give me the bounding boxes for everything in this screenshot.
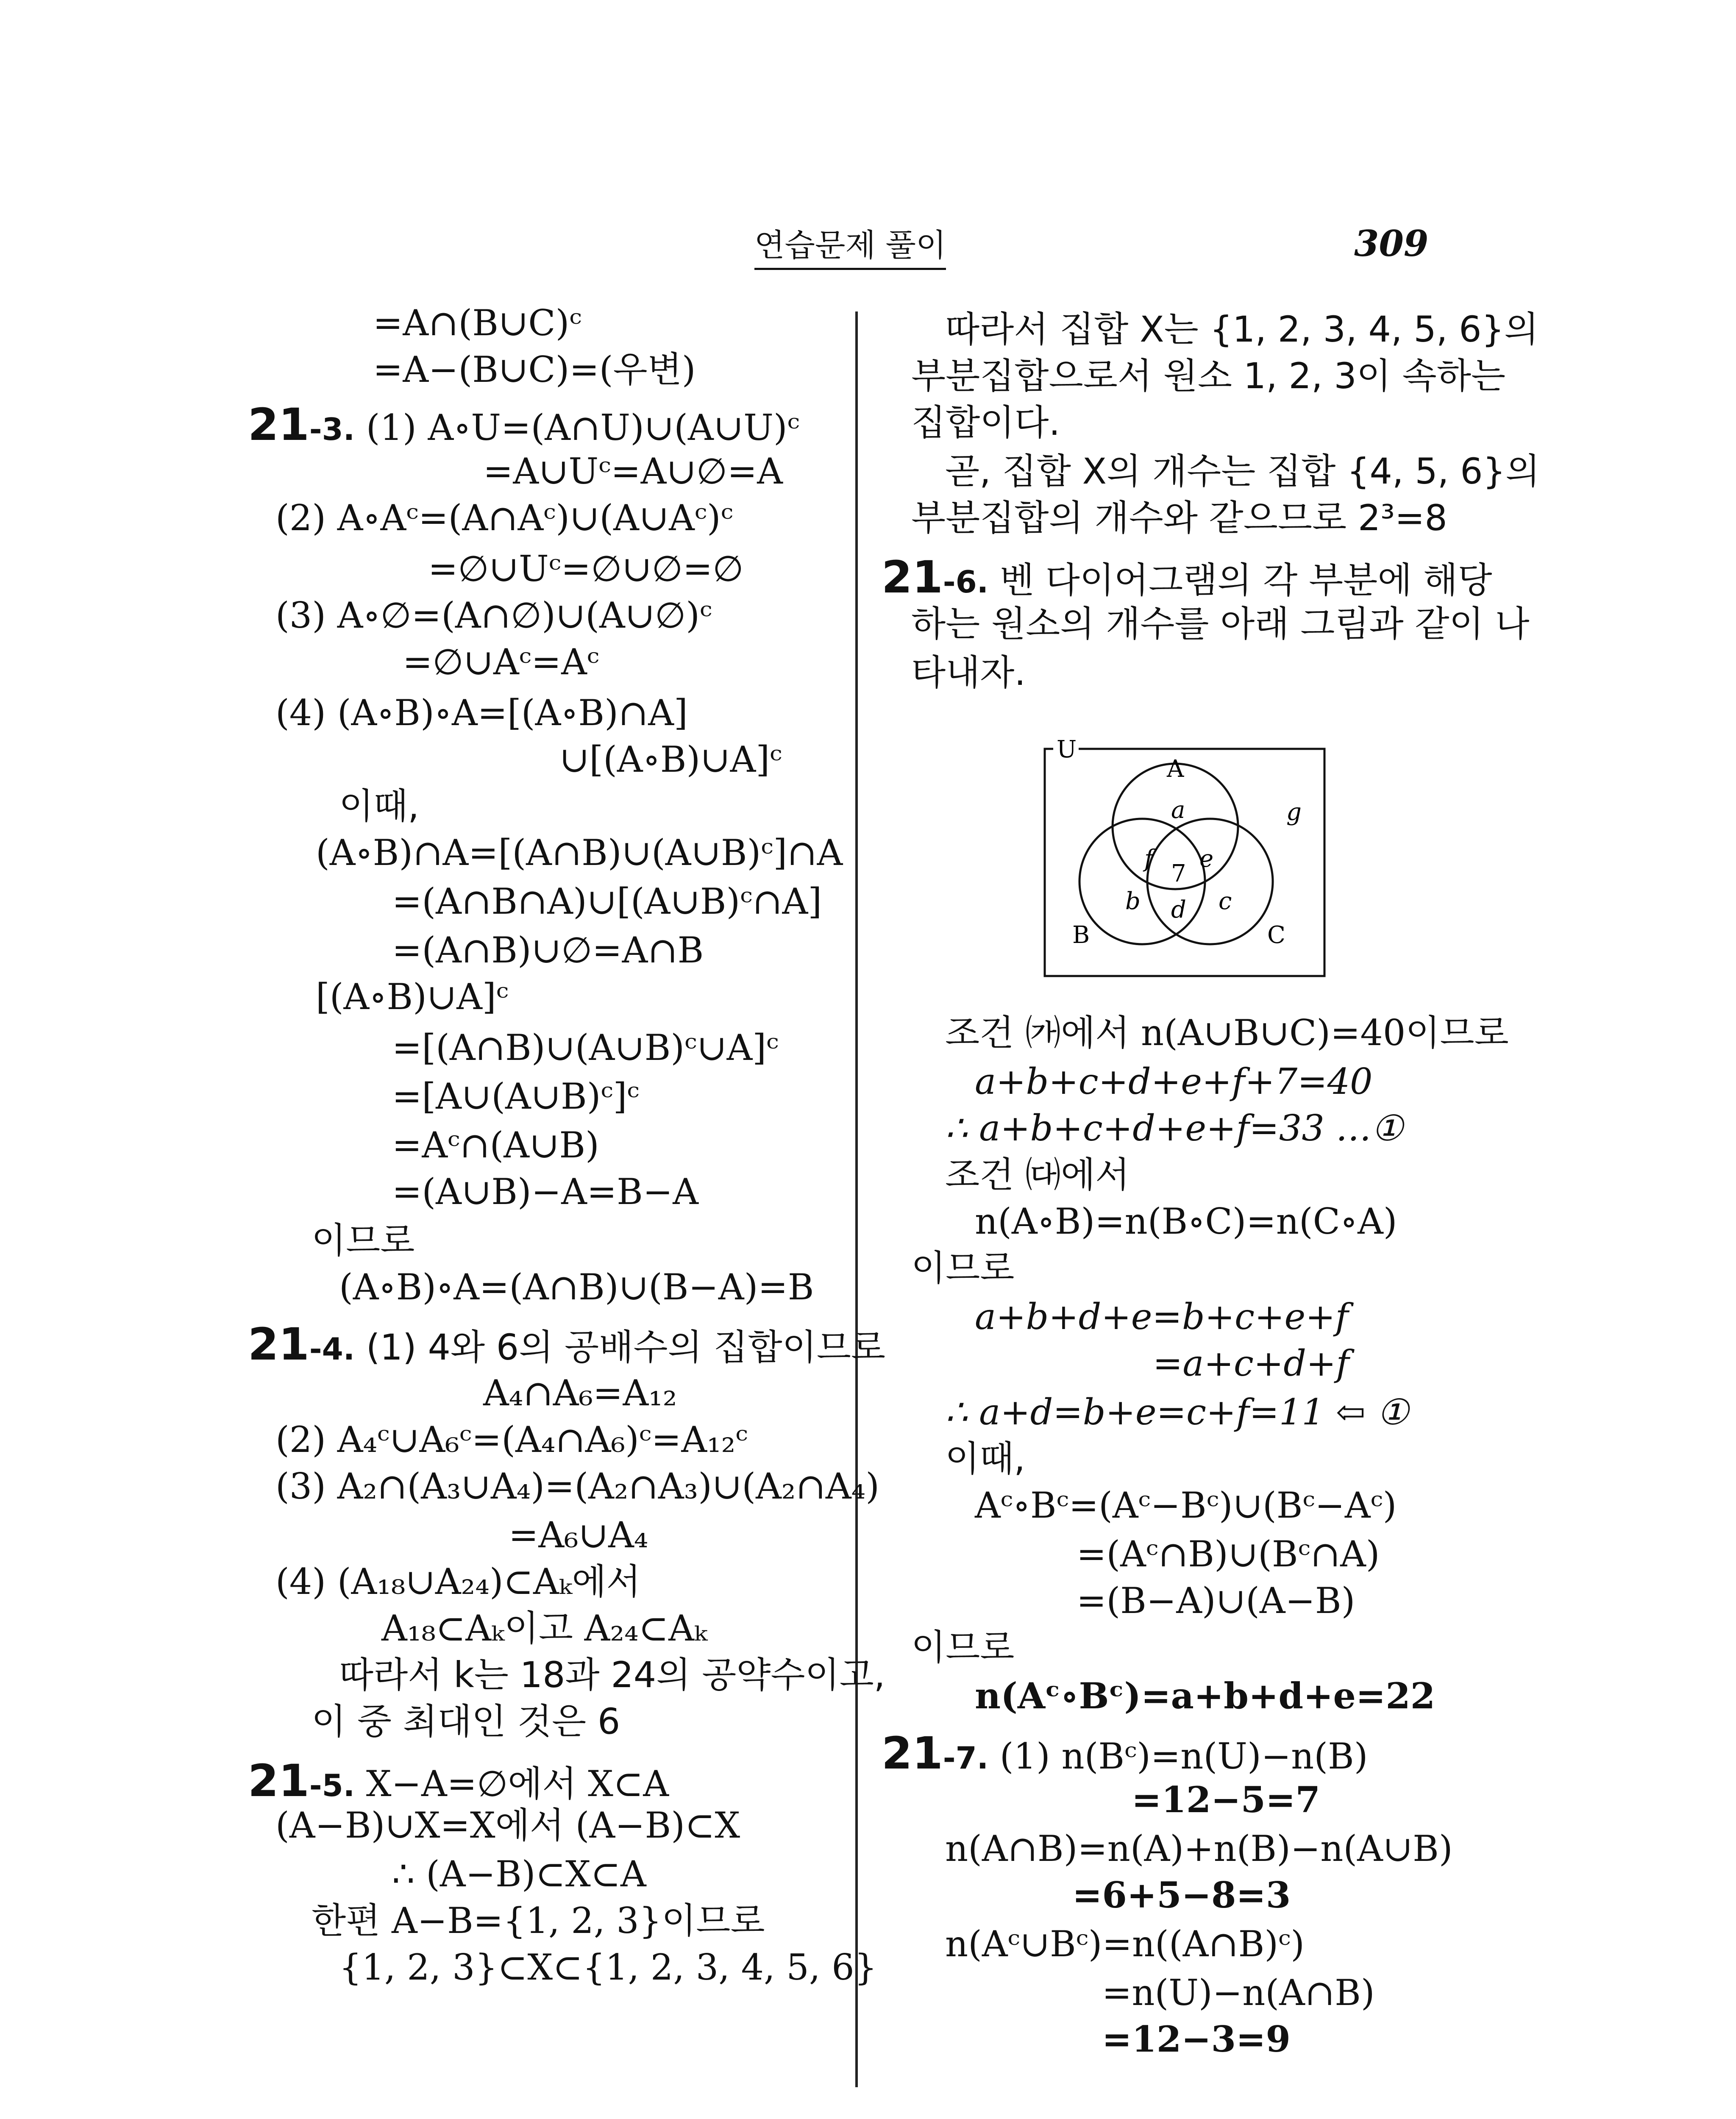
text-line: =∅∪Aᶜ=Aᶜ [403,641,599,683]
region-center: 7 [1171,860,1186,887]
text-line: 이 중 최대인 것은 6 [312,1701,620,1742]
text-line: 부분집합으로서 원소 1, 2, 3이 속하는 [911,355,1506,397]
set-c-circle [1147,819,1273,944]
text-line: 이므로 [911,1247,1015,1289]
text-line: =A−(B∪C)=(우변) [373,349,696,390]
text-line: (4) (A₁₈∪A₂₄)⊂Aₖ에서 [275,1561,641,1602]
text-line: 곧, 집합 X의 개수는 집합 {4, 5, 6}의 [945,450,1540,492]
region-g: g [1286,798,1302,826]
set-c-label: C [1267,921,1285,949]
region-b: b [1125,887,1141,915]
text-line: Aᶜ∘Bᶜ=(Aᶜ−Bᶜ)∪(Bᶜ−Aᶜ) [975,1485,1397,1526]
text-line: =12−3=9 [1102,2018,1291,2060]
text-line: =n(U)−n(A∩B) [1102,1972,1375,2013]
text-line: 집합이다. [911,402,1060,443]
set-a-label: A [1167,755,1184,783]
problem-21-7: 21-7. (1) n(Bᶜ)=n(U)−n(B) [882,1727,1368,1779]
text-line: =A∪Uᶜ=A∪∅=A [483,450,783,492]
text-line: 부분집합의 개수와 같으므로 2³=8 [911,497,1447,539]
text-line: (3) A∘∅=(A∩∅)∪(A∪∅)ᶜ [275,595,712,636]
page-number: 309 [1354,222,1429,264]
text-line: 이때, [945,1438,1025,1479]
region-e: e [1199,845,1214,873]
text-line: a+b+c+d+e+f+7=40 [975,1061,1373,1102]
text-line: =(A∪B)−A=B−A [392,1171,698,1212]
text-line: (3) A₂∩(A₃∪A₄)=(A₂∩A₃)∪(A₂∩A₄) [275,1466,879,1507]
text-line: (A∘B)∩A=[(A∩B)∪(A∪B)ᶜ]∩A [316,832,843,873]
region-f: f [1144,845,1153,873]
problem-21-5: 21-5. X−A=∅에서 X⊂A [248,1755,669,1807]
text-line: (2) A∘Aᶜ=(A∩Aᶜ)∪(A∪Aᶜ)ᶜ [275,497,733,539]
text-line: ∴ a+d=b+e=c+f=11 ⇦ ① [945,1391,1409,1433]
text-line: [(A∘B)∪A]ᶜ [316,976,509,1018]
text-line: =(A∩B)∪∅=A∩B [392,929,704,971]
text-line: ∪[(A∘B)∪A]ᶜ [559,739,782,780]
text-line: 조건 ㈎에서 n(A∪B∪C)=40이므로 [945,1012,1509,1054]
text-line: =[(A∩B)∪(A∪B)ᶜ∪A]ᶜ [392,1027,779,1068]
text-line: =∅∪Uᶜ=∅∪∅=∅ [428,548,744,590]
text-line: A₄∩A₆=A₁₂ [483,1372,677,1414]
text-line: A₁₈⊂Aₖ이고 A₂₄⊂Aₖ [381,1607,707,1649]
text-line: =(A∩B∩A)∪[(A∪B)ᶜ∩A] [392,881,822,922]
text-line: (A−B)∪X=X에서 (A−B)⊂X [275,1805,740,1846]
region-a: a [1171,796,1185,824]
column-divider [855,311,858,2087]
text-line: (4) (A∘B)∘A=[(A∘B)∩A] [275,692,688,734]
text-line: 따라서 집합 X는 {1, 2, 3, 4, 5, 6}의 [945,309,1539,350]
section-title: 연습문제 풀이 [754,220,946,270]
text-line: 타내자. [911,652,1026,693]
region-c: c [1219,887,1232,915]
text-line: (A∘B)∘A=(A∩B)∪(B−A)=B [339,1266,814,1308]
venn-diagram [1036,740,1333,985]
text-line: =6+5−8=3 [1072,1874,1291,1916]
text-line: =(B−A)∪(A−B) [1077,1580,1355,1621]
text-line: 하는 원소의 개수를 아래 그림과 같이 나 [911,603,1530,645]
text-line: ∴ (A−B)⊂X⊂A [392,1853,646,1895]
text-line: =(Aᶜ∩B)∪(Bᶜ∩A) [1077,1533,1380,1575]
text-line: n(Aᶜ∪Bᶜ)=n((A∩B)ᶜ) [945,1923,1305,1965]
text-line: a+b+d+e=b+c+e+f [975,1296,1349,1338]
text-line: =a+c+d+f [1153,1343,1349,1384]
text-line: 한편 A−B={1, 2, 3}이므로 [312,1900,765,1941]
text-line: 조건 ㈐에서 [945,1154,1130,1196]
text-line: =12−5=7 [1132,1779,1320,1821]
text-line: =A∩(B∪C)ᶜ [373,302,582,344]
set-b-label: B [1072,921,1090,949]
text-line: =[A∪(A∪B)ᶜ]ᶜ [392,1076,640,1117]
text-line: =Aᶜ∩(A∪B) [392,1124,599,1166]
problem-21-3: 21-3. (1) A∘U=(A∩U)∪(A∪U)ᶜ [248,399,800,450]
venn-svg [1036,740,1333,985]
problem-21-6: 21-6. 벤 다이어그램의 각 부분에 해당 [882,551,1492,603]
text-line: n(A∩B)=n(A)+n(B)−n(A∪B) [945,1828,1453,1869]
text-line: 이므로 [911,1627,1015,1668]
text-line: n(Aᶜ∘Bᶜ)=a+b+d+e=22 [975,1675,1436,1717]
text-line: ∴ a+b+c+d+e+f=33 …① [945,1107,1403,1149]
universe-label: U [1057,740,1077,763]
text-line: =A₆∪A₄ [509,1514,648,1556]
text-line: 따라서 k는 18과 24의 공약수이고, [339,1654,885,1696]
region-d: d [1171,896,1186,923]
text-line: 이때, [339,785,419,827]
text-line: {1, 2, 3}⊂X⊂{1, 2, 3, 4, 5, 6} [339,1947,877,1988]
text-line: n(A∘B)=n(B∘C)=n(C∘A) [975,1201,1397,1242]
text-line: 이므로 [312,1220,415,1261]
problem-21-4: 21-4. (1) 4와 6의 공배수의 집합이므로 [248,1318,886,1370]
text-line: (2) A₄ᶜ∪A₆ᶜ=(A₄∩A₆)ᶜ=A₁₂ᶜ [275,1419,748,1460]
